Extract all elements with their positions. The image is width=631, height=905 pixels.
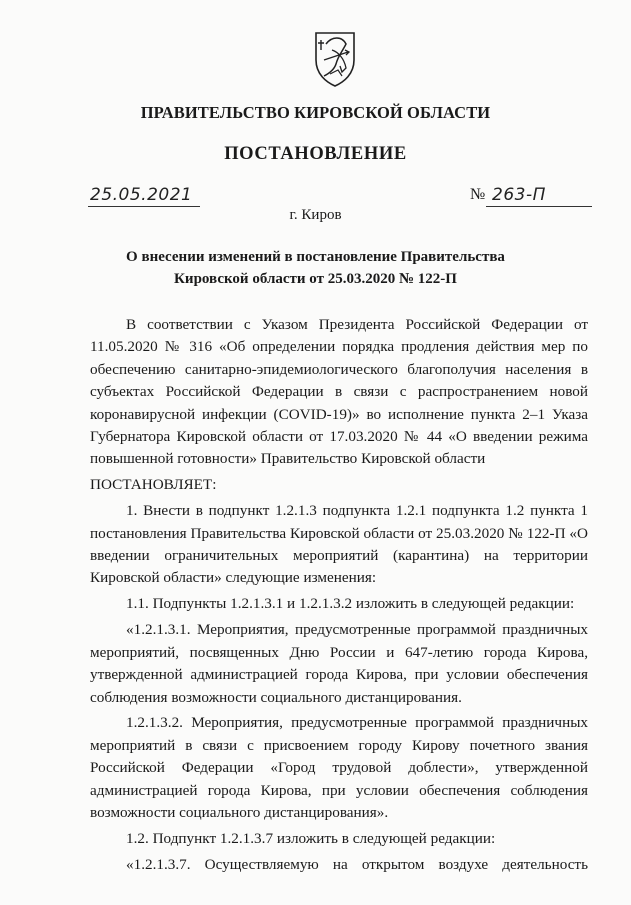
preamble-paragraph: В соответствии с Указом Президента Российской Федерации от 11.05.2020 № 316 «Об определении порядка продления действия мер по обеспечению санитарно-эпидемиологического благополучия населения в субъектах Российской Федерации в связи с распространением новой коронавирусной инфекции (COVID-19)» во исполнение пункта 2–1 Указа Губернатора Кировской области от 17.03.2020 № 44 «О введении режима повышенной готовности» Правительство Кировской области — [90, 316, 588, 468]
paragraph-item-1-1: 1.1. Подпункты 1.2.1.3.1 и 1.2.1.3.2 изложить в следующей редакции: — [126, 595, 575, 613]
coat-of-arms-icon — [312, 30, 358, 88]
paragraph-item-1-2-1-3-2: 1.2.1.3.2. Мероприятия, предусмотренные программой праздничных мероприятий в связи с присвоением городу Кирову почетного звания Российской Федерации «Город трудовой доблести», утвержденной администрацией города Кирова, при условии обеспечения соблюдения возможности социального дистанцирования». — [90, 714, 588, 822]
document-heading — [0, 246, 631, 290]
document-date: 25.05.2021 — [88, 184, 200, 207]
city-name: г. Киров — [289, 207, 342, 223]
resolves-line: ПОСТАНОВЛЯЕТ: — [90, 476, 217, 494]
government-title: ПРАВИТЕЛЬСТВО КИРОВСКОЙ ОБЛАСТИ — [140, 103, 491, 122]
number-sign: № — [470, 186, 486, 203]
heading-line-2: Кировской области от 25.03.2020 № 122-П — [174, 271, 457, 287]
document-type: ПОСТАНОВЛЕНИЕ — [224, 144, 407, 164]
paragraph-item-1: 1. Внести в подпункт 1.2.1.3 подпункта 1.2.1 подпункта 1.2 пункта 1 постановления Правительства Кировской области от 25.03.2020 № 122-П «О введении ограничительных мероприятий (карантина) на территории Кировской области» следующие изменения: — [90, 502, 588, 587]
paragraph-item-1-2-1-3-7: «1.2.1.3.7. Осуществляемую на открытом воздухе деятельность — [126, 855, 588, 873]
document-number: 263-П — [486, 184, 592, 207]
document-body — [90, 314, 588, 880]
paragraph-item-1-2-1-3-1: «1.2.1.3.1. Мероприятия, предусмотренные программой праздничных мероприятий, посвященных Дню России и 647-летию города Кирова, утвержденной администрацией города Кирова, при условии обеспечения соблюдения возможности социального дистанцирования. — [90, 621, 588, 706]
paragraph-item-1-2: 1.2. Подпункт 1.2.1.3.7 изложить в следующей редакции: — [126, 829, 496, 847]
heading-line-1: О внесении изменений в постановление Правительства — [126, 249, 505, 265]
